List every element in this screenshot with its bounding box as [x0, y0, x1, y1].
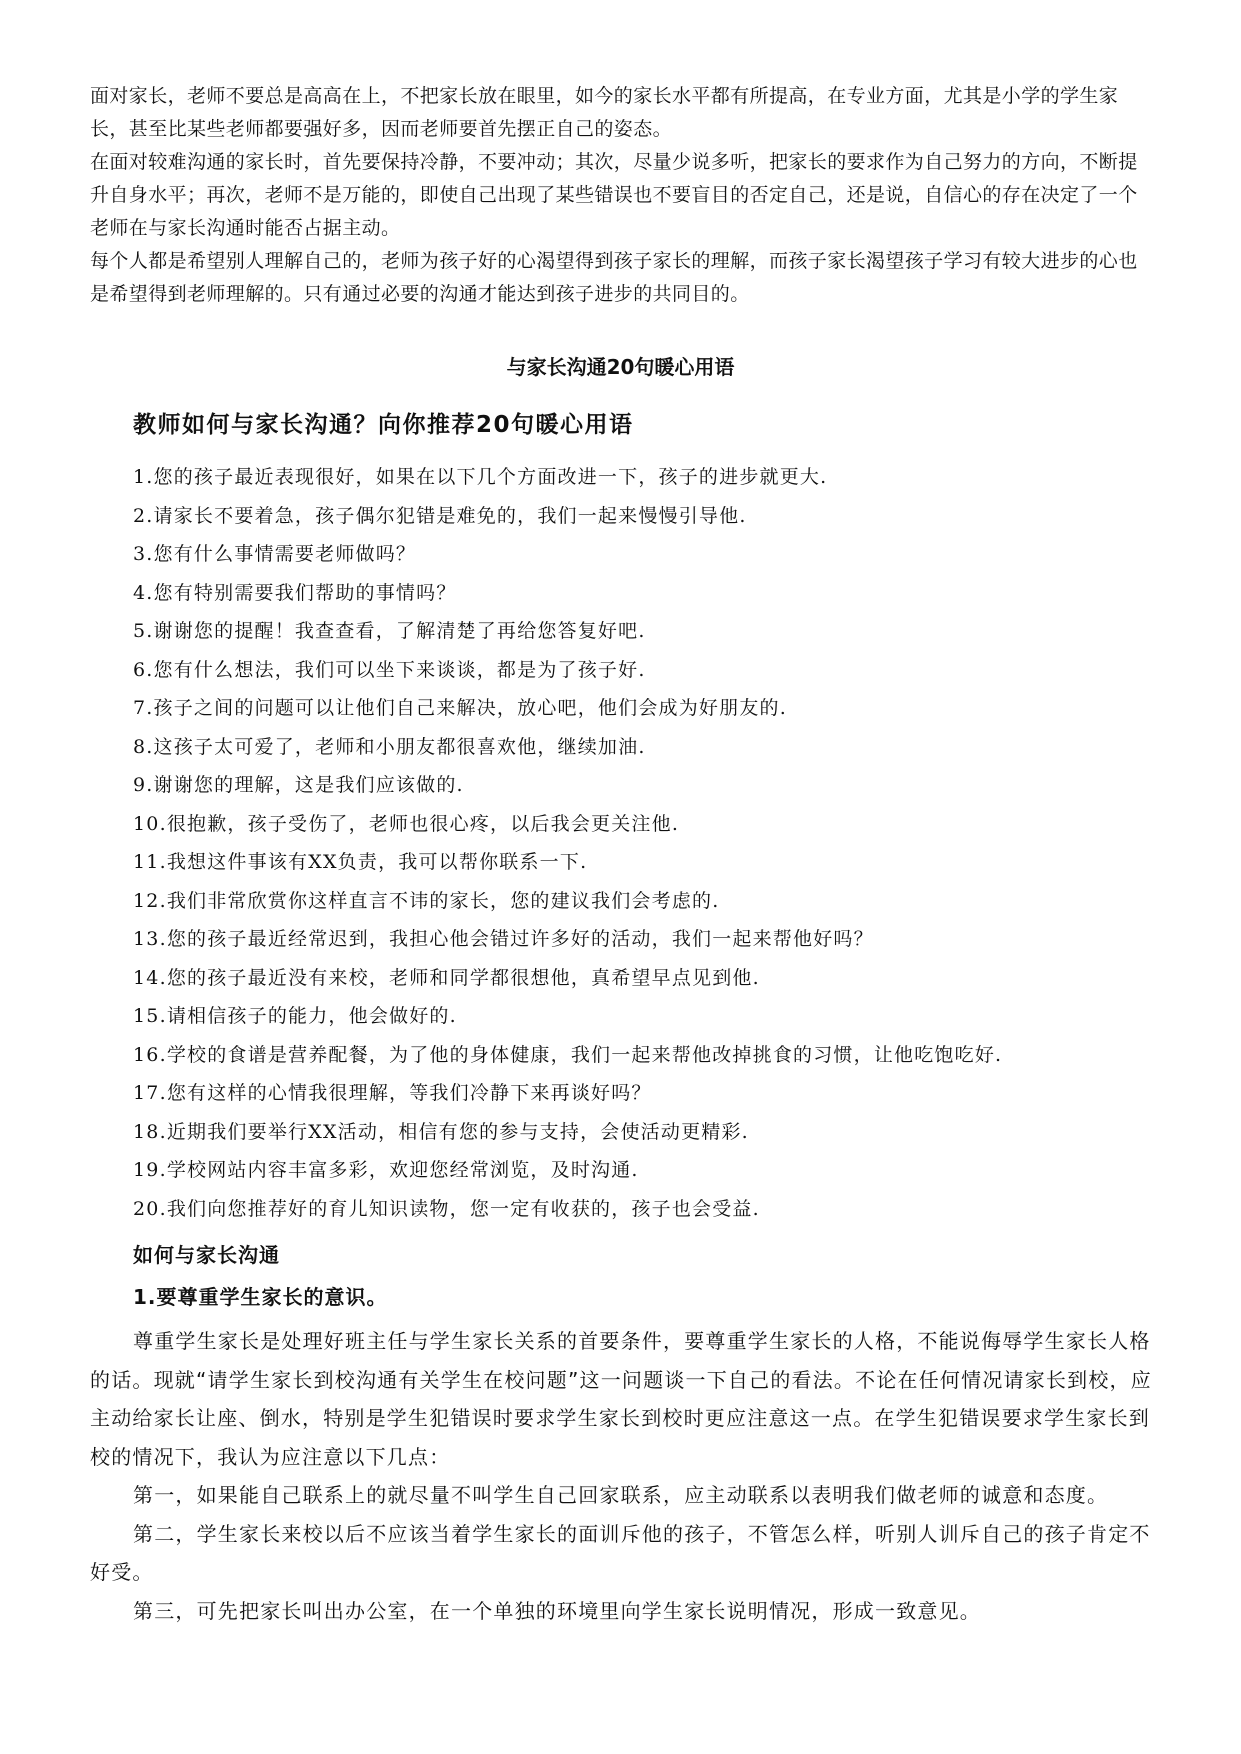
center-title: 与家长沟通20句暖心用语: [506, 355, 735, 379]
phrase-item: 7.孩子之间的问题可以让他们自己来解决，放心吧，他们会成为好朋友的.: [133, 697, 787, 719]
intro-section: [90, 80, 1154, 311]
intro-paragraph: 在面对较难沟通的家长时，首先要保持冷静，不要冲动；其次，尽量少说多听，把家长的要求作为自己努力的方向，不断提升自身水平；再次，老师不是万能的，即使自己出现了某些错误也不要盲目的否定自己，还是说，自信心的存在决定了一个老师在与家长沟通时能否占据主动。: [90, 151, 1138, 239]
phrase-item: 4.您有特别需要我们帮助的事情吗？: [133, 581, 457, 604]
sub-title: 教师如何与家长沟通？向你推荐20句暖心用语: [133, 412, 634, 438]
phrase-item: 3.您有什么事情需要老师做吗？: [133, 543, 417, 565]
phrase-item: 5.谢谢您的提醒！我查查看，了解清楚了再给您答复好吧.: [133, 620, 646, 642]
phrase-item: 18.近期我们要举行XX活动，相信有您的参与支持，会使活动更精彩.: [133, 1120, 749, 1143]
body-paragraph: 第二，学生家长来校以后不应该当着学生家长的面训斥他的孩子，不管怎么样，听别人训斥自己的孩子肯定不好受。: [90, 1521, 1151, 1584]
phrase-item: 15.请相信孩子的能力，他会做好的.: [133, 1005, 457, 1027]
section-title: 如何与家长沟通: [133, 1243, 280, 1267]
body-paragraph: 第三，可先把家长叫出办公室，在一个单独的环境里向学生家长说明情况，形成一致意见。: [133, 1598, 981, 1623]
phrase-item: 17.您有这样的心情我很理解，等我们冷静下来再谈好吗？: [133, 1082, 652, 1104]
phrase-item: 20.我们向您推荐好的育儿知识读物，您一定有收获的，孩子也会受益.: [133, 1197, 760, 1220]
phrase-item: 19.学校网站内容丰富多彩，欢迎您经常浏览，及时沟通.: [133, 1159, 639, 1181]
phrase-item: 11.我想这件事该有XX负责，我可以帮你联系一下.: [133, 851, 588, 873]
phrase-item: 9.谢谢您的理解，这是我们应该做的.: [133, 774, 464, 796]
phrase-item: 1.您的孩子最近表现很好，如果在以下几个方面改进一下，孩子的进步就更大.: [133, 466, 828, 488]
phrase-item: 12.我们非常欣赏你这样直言不讳的家长，您的建议我们会考虑的.: [133, 889, 720, 912]
intro-paragraph: 每个人都是希望别人理解自己的，老师为孩子好的心渴望得到孩子家长的理解，而孩子家长渴望孩子学习有较大进步的心也是希望得到老师理解的。只有通过必要的沟通才能达到孩子进步的共同目的。: [90, 250, 1138, 305]
phrase-item: 6.您有什么想法，我们可以坐下来谈谈，都是为了孩子好.: [133, 658, 646, 681]
phrase-item: 8.这孩子太可爱了，老师和小朋友都很喜欢他，继续加油.: [133, 735, 646, 758]
phrase-item: 14.您的孩子最近没有来校，老师和同学都很想他，真希望早点见到他.: [133, 966, 760, 989]
body-paragraph: 第一，如果能自己联系上的就尽量不叫学生自己回家联系，应主动联系以表明我们做老师的诚意和态度。: [133, 1483, 1109, 1507]
section-subtitle: 1.要尊重学生家长的意识。: [133, 1285, 388, 1309]
phrase-item: 10.很抱歉，孩子受伤了，老师也很心疼，以后我会更关注他.: [133, 812, 680, 835]
intro-paragraph: 面对家长，老师不要总是高高在上，不把家长放在眼里，如今的家长水平都有所提高，在专业方面，尤其是小学的学生家长，甚至比某些老师都要强好多，因而老师要首先摆正自己的姿态。: [90, 85, 1119, 140]
phrase-list: [90, 458, 1154, 1228]
phrase-item: 2.请家长不要着急，孩子偶尔犯错是难免的，我们一起来慢慢引导他.: [133, 504, 747, 527]
section-body: [90, 1322, 1154, 1630]
body-paragraph: 尊重学生家长是处理好班主任与学生家长关系的首要条件，要尊重学生家长的人格，不能说侮辱学生家长人格的话。现就“请学生家长到校沟通有关学生在校问题”这一问题谈一下自己的看法。不论在任何情况请家长到校，应主动给家长让座、倒水，特别是学生犯错误时要求学生家长到校时更应注意这一点。在学生犯错误要求学生家长到校的情况下，我认为应注意以下几点：: [90, 1329, 1152, 1469]
phrase-item: 16.学校的食谱是营养配餐，为了他的身体健康，我们一起来帮他改掉挑食的习惯，让他吃饱吃好.: [133, 1043, 1003, 1066]
phrase-item: 13.您的孩子最近经常迟到，我担心他会错过许多好的活动，我们一起来帮他好吗？: [133, 928, 874, 950]
